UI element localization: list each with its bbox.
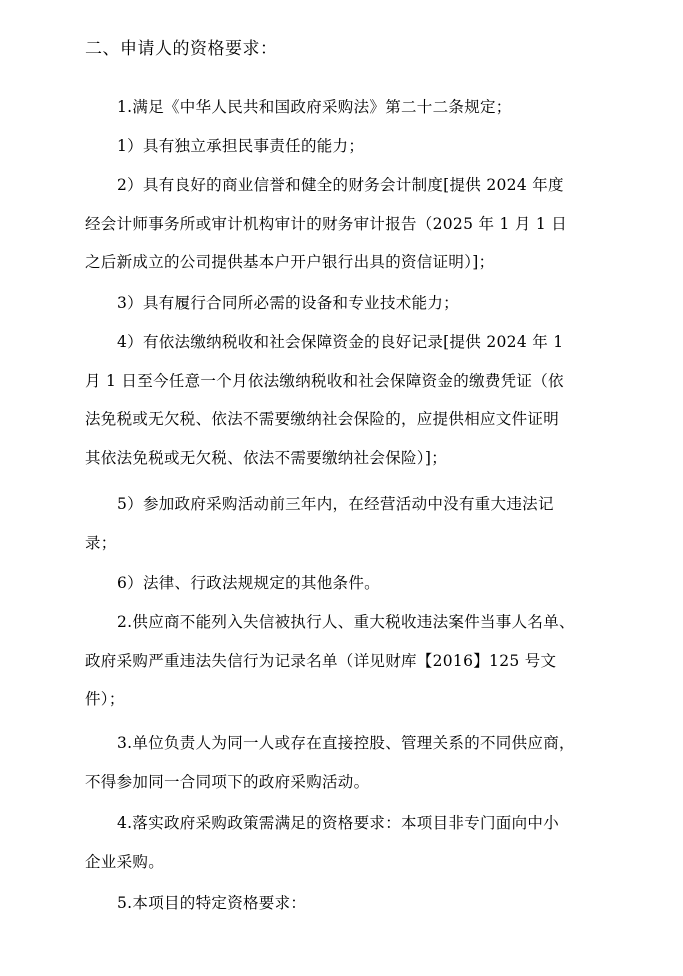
paragraph-line: 1.满足《中华人民共和国政府采购法》第二十二条规定； [117,98,512,116]
paragraph-line: 企业采购。 [85,852,165,871]
paragraph-line: 3.单位负责人为同一人或存在直接控股、管理关系的不同供应商， [117,734,575,752]
paragraph [85,804,615,881]
paragraph-line: 3）具有履行合同所必需的设备和专业技术能力； [117,294,459,312]
paragraph-line: 不得参加同一合同项下的政府采购活动。 [85,772,370,791]
paragraph-line: 4.落实政府采购政策需满足的资格要求：本项目非专门面向中小 [117,814,559,832]
paragraph [85,88,615,127]
paragraph [85,485,615,562]
paragraph-line: 4）有依法缴纳税收和社会保障资金的良好记录[提供 2024 年 1 [117,333,564,351]
paragraph [85,284,615,323]
paragraph-line: 2）具有良好的商业信誉和健全的财务会计制度[提供 2024 年度 [117,176,564,194]
paragraph [85,564,615,603]
paragraph [85,603,615,719]
paragraph-line: 6）法律、行政法规规定的其他条件。 [117,574,380,592]
paragraph [85,884,615,923]
paragraph [85,724,615,801]
paragraph-line: 录； [85,533,117,552]
section-heading: 二、申请人的资格要求： [85,39,278,59]
paragraph-line: 2.供应商不能列入失信被执行人、重大税收违法案件当事人名单、 [117,613,575,631]
paragraph-line: 1）具有独立承担民事责任的能力； [117,137,365,155]
paragraph-line: 月 1 日至今任意一个月依法缴纳税收和社会保障资金的缴费凭证（依 [85,371,564,390]
paragraph [85,323,615,477]
paragraph [85,127,615,166]
paragraph-line: 政府采购严重违法失信行为记录名单（详见财库【2016】125 号文 [85,651,557,670]
paragraph-line: 其依法免税或无欠税、依法不需要缴纳社会保险）]； [85,448,447,467]
paragraph-line: 之后新成立的公司提供基本户开户银行出具的资信证明）]； [85,253,495,271]
paragraph-line: 经会计师事务所或审计机构审计的财务审计报告（2025 年 1 月 1 日 [85,214,568,233]
paragraph-line: 5）参加政府采购活动前三年内，在经营活动中没有重大违法记 [117,495,554,513]
paragraph-line: 5.本项目的特定资格要求： [117,894,307,912]
paragraph-line: 法免税或无欠税、依法不需要缴纳社会保险的，应提供相应文件证明 [85,410,560,428]
paragraph [85,166,615,282]
paragraph-line: 件）； [85,690,125,708]
